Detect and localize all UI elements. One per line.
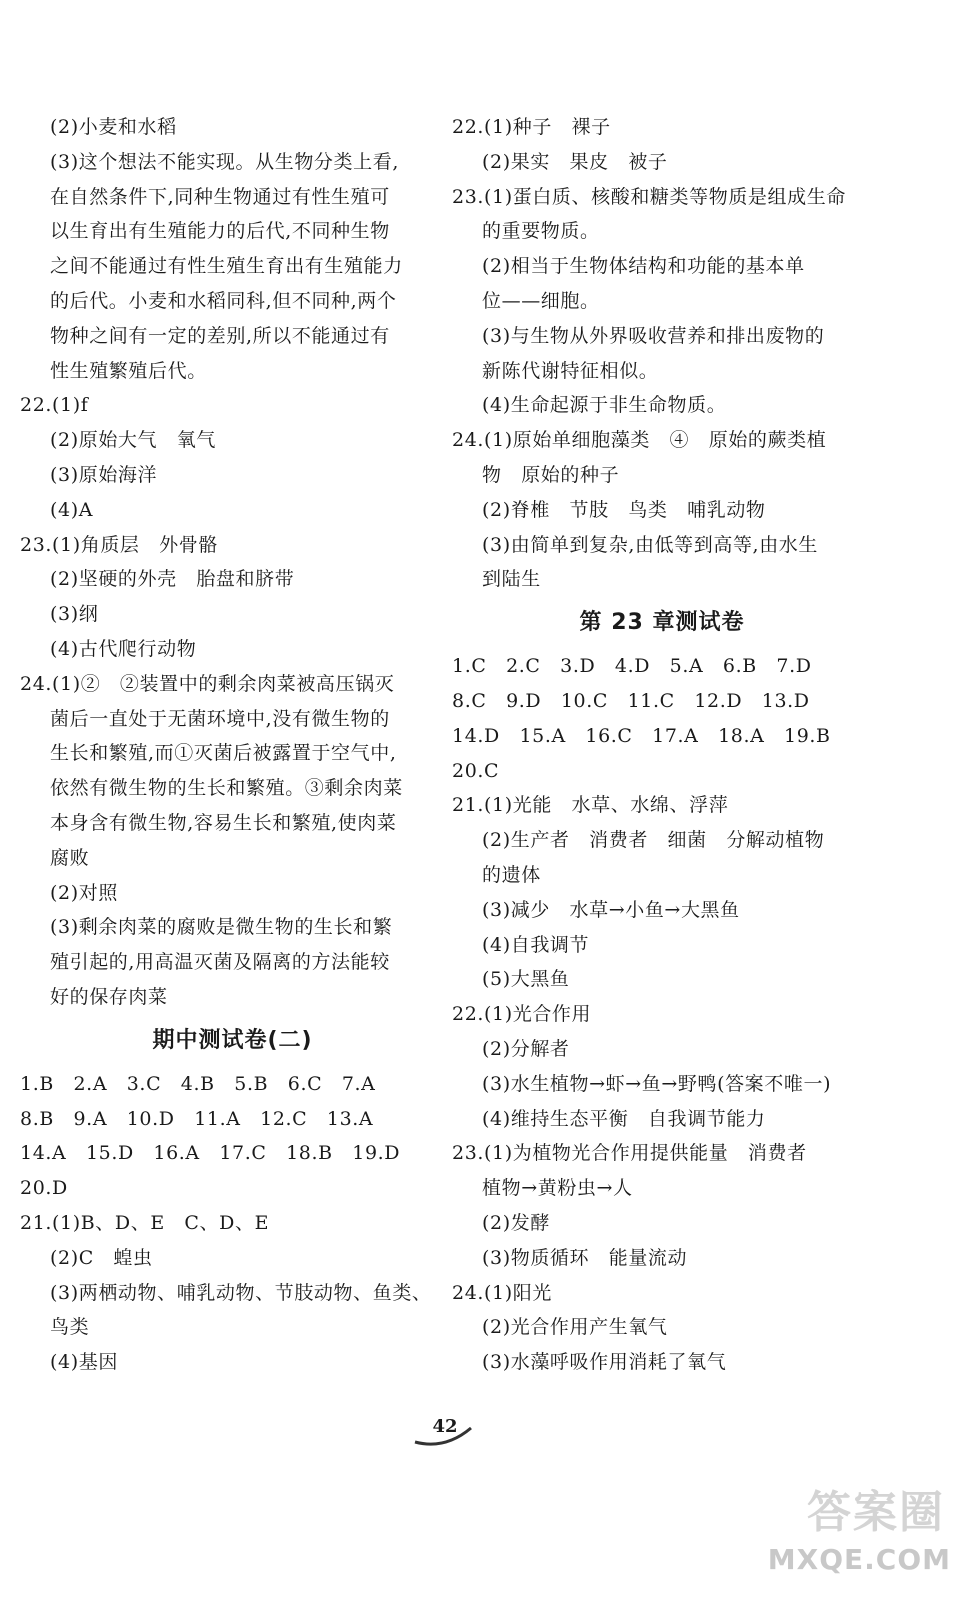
answer-line: 鸟类 <box>50 1316 90 1339</box>
answer-line: 20.D <box>20 1177 68 1200</box>
answer-line: (2)C 蝗虫 <box>50 1246 153 1269</box>
answer-line: 的后代。小麦和水稻同科,但不同种,两个 <box>50 289 397 312</box>
answer-line: (4)自我调节 <box>482 933 590 956</box>
answer-line: 24.(1)阳光 <box>452 1281 552 1304</box>
answer-line: 物种之间有一定的差别,所以不能通过有 <box>50 324 390 347</box>
watermark-logo: 答案圈 <box>807 1487 945 1538</box>
answer-line: (2)发酵 <box>482 1211 550 1234</box>
answer-line: 24.(1)② ②装置中的剩余肉菜被高压锅灭 <box>20 672 395 695</box>
right-answers-bottom <box>452 649 872 1380</box>
answer-line: (4)维持生态平衡 自我调节能力 <box>482 1107 766 1130</box>
answer-line: (4)基因 <box>50 1351 118 1374</box>
answer-line: (3)物质循环 能量流动 <box>482 1246 688 1269</box>
answer-line: 20.C <box>452 759 500 782</box>
answer-line: (3)由简单到复杂,由低等到高等,由水生 <box>482 533 818 556</box>
answer-line: 的遗体 <box>482 863 541 886</box>
answer-line: 本身含有微生物,容易生长和繁殖,使肉菜 <box>50 811 397 834</box>
answer-line: (2)光合作用产生氧气 <box>482 1316 668 1339</box>
answer-line: (3)与生物从外界吸收营养和排出废物的 <box>482 324 825 347</box>
answer-line: (4)生命起源于非生命物质。 <box>482 394 727 417</box>
answer-line: 22.(1)光合作用 <box>452 1003 592 1026</box>
answer-line: 物 原始的种子 <box>482 463 620 486</box>
answer-line: 新陈代谢特征相似。 <box>482 359 659 382</box>
answer-line: 在自然条件下,同种生物通过有性生殖可 <box>50 185 390 208</box>
answer-line: (2)分解者 <box>482 1037 570 1060</box>
answer-line: 8.B 9.A 10.D 11.A 12.C 13.A <box>20 1107 374 1130</box>
answer-line: (4)古代爬行动物 <box>50 637 197 660</box>
left-answers-top <box>20 110 445 1015</box>
answer-line: 1.B 2.A 3.C 4.B 5.B 6.C 7.A <box>20 1072 376 1095</box>
answer-line: (3)两栖动物、哺乳动物、节肢动物、鱼类、 <box>50 1281 432 1304</box>
watermark-site: MXQE.COM <box>767 1543 951 1576</box>
answer-line: (2)对照 <box>50 881 118 904</box>
answer-line: (2)原始大气 氧气 <box>50 429 216 452</box>
answer-line: 菌后一直处于无菌环境中,没有微生物的 <box>50 707 390 730</box>
answer-line: 到陆生 <box>482 568 541 591</box>
answer-line: 好的保存肉菜 <box>50 985 168 1008</box>
left-answers-bottom <box>20 1067 445 1380</box>
answer-line: 殖引起的,用高温灭菌及隔离的方法能较 <box>50 951 390 974</box>
answer-line: 位——细胞。 <box>482 289 600 312</box>
section-heading-midterm-2: 期中测试卷(二) <box>152 1027 313 1053</box>
answer-line: 22.(1)f <box>20 394 89 417</box>
answer-line: 21.(1)光能 水草、水绵、浮萍 <box>452 794 729 817</box>
answer-line: 依然有微生物的生长和繁殖。③剩余肉菜 <box>50 777 403 800</box>
answer-line: (3)剩余肉菜的腐败是微生物的生长和繁 <box>50 916 393 939</box>
answer-line: 腐败 <box>50 846 90 869</box>
answer-line: 性生殖繁殖后代。 <box>50 359 207 382</box>
answer-line: (2)果实 果皮 被子 <box>482 150 668 173</box>
answer-line: 14.D 15.A 16.C 17.A 18.A 19.B <box>452 724 831 747</box>
answer-line: 24.(1)原始单细胞藻类 ④ 原始的蕨类植 <box>452 429 827 452</box>
answer-line: (2)生产者 消费者 细菌 分解动植物 <box>482 829 825 852</box>
answer-line: (2)小麦和水稻 <box>50 116 177 138</box>
answer-line: (2)相当于生物体结构和功能的基本单 <box>482 255 805 278</box>
answer-line: (3)原始海洋 <box>50 463 158 486</box>
answer-line: (2)坚硬的外壳 胎盘和脐带 <box>50 568 295 591</box>
answer-line: (3)水生植物→虾→鱼→野鸭(答案不唯一) <box>482 1072 832 1095</box>
answer-line: 植物→黄粉虫→人 <box>482 1177 633 1200</box>
answer-line: 21.(1)B、D、E C、D、E <box>20 1211 270 1234</box>
answer-line: (3)减少 水草→小鱼→大黑鱼 <box>482 898 740 921</box>
right-answers-top <box>452 110 872 597</box>
answer-line: 之间不能通过有性生殖生育出有生殖能力 <box>50 255 403 278</box>
answer-line: (2)脊椎 节肢 鸟类 哺乳动物 <box>482 498 766 521</box>
answer-line: (5)大黑鱼 <box>482 968 570 991</box>
answer-line: 生长和繁殖,而①灭菌后被露置于空气中, <box>50 742 397 765</box>
answer-line: (4)A <box>50 498 94 521</box>
answer-line: (3)这个想法不能实现。从生物分类上看, <box>50 150 399 173</box>
answer-line: 1.C 2.C 3.D 4.D 5.A 6.B 7.D <box>452 655 812 678</box>
answer-line: (3)水藻呼吸作用消耗了氧气 <box>482 1351 727 1374</box>
section-heading-chapter-23: 第 23 章测试卷 <box>579 610 745 636</box>
answer-line: 23.(1)蛋白质、核酸和糖类等物质是组成生命 <box>452 185 846 208</box>
answer-line: 14.A 15.D 16.A 17.C 18.B 19.D <box>20 1142 401 1165</box>
answer-line: 的重要物质。 <box>482 220 600 243</box>
answer-line: 8.C 9.D 10.C 11.C 12.D 13.D <box>452 689 810 712</box>
answer-line: 23.(1)为植物光合作用提供能量 消费者 <box>452 1142 807 1165</box>
answer-line: 23.(1)角质层 外骨骼 <box>20 533 218 556</box>
answer-line: (3)纲 <box>50 603 99 626</box>
page-number: 42 <box>432 1416 458 1437</box>
right-column <box>452 110 872 1380</box>
left-column <box>20 110 445 1380</box>
answer-line: 以生育出有生殖能力的后代,不同种生物 <box>50 220 390 243</box>
answer-line: 22.(1)种子 裸子 <box>452 116 611 138</box>
